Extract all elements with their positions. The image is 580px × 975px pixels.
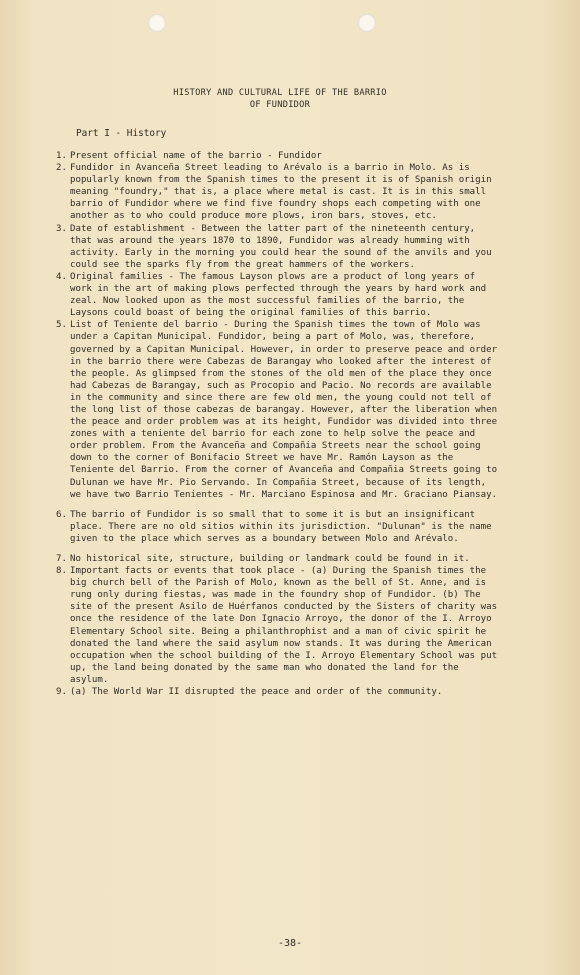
list-item [56,162,502,222]
document-body [56,150,502,698]
item-number: 6. [56,509,67,520]
item-number: 8. [56,566,67,577]
list-item [56,553,502,565]
item-text: Original families - The famous Layson plows are a product of long years of work in the art of making plows perfected through the years by hard work and zeal. Now looked upon as the most successful families of the barrio, the Laysons could boast of being the original families of this barrio. [70,271,487,319]
list-item [56,565,502,686]
item-number: 5. [56,320,67,331]
list-item [56,686,502,698]
list-item [56,223,502,271]
list-item [56,271,502,319]
item-text: Important facts or events that took place - (a) During the Spanish times the big church bell of the Parish of Molo, known as the bell of St. Anne, and is rung only during fiestas, was made in the foundry shop of Fundidor. (b) The site of the present Asilo de Huérfanos conducted by the Sisters of charity was once the residence of the late Don Ignacio Arroyo, the donor of the I. Arroyo Elementary School site. Being a philanthrophist and a man of civic spirit he donated the land where the said asylum now stands. It was during the American occupation when the school building of the I. Arroyo Elementary School was put up, the land being donated by the same man who donated the land for the asylum. [70,566,498,685]
punch-hole [148,14,166,32]
item-text: List of Teniente del barrio - During the Spanish times the town of Molo was under a Capitan Municipal. Fundidor, being a part of Molo, was, therefore, governed by a Capitan Municipal. However, in order to preserve peace and order in the barrio there were Cabezas de Barangay who looked after the interest of the people. As glimpsed from the stones of the old men of the place they once had Cabezas de Barangay, such as Procopio and Pacio. No records are available in the community and since there are few old men, the young could not tell of the long list of those cabezas de barangay. However, after the liberation when the peace and order problem was at its height, Fundidor was divided into three zones with a teniente del barrio for each zone to help solve the peace and order problem. From the Avanceña and Compañia Streets near the school going down to the corner of Bonifacio Street we have Mr. Ramón Layson as the Teniente del Barrio. From the corner of Avanceña and Compañia Streets going to Dulunan we have Mr. Pio Servando. In Compañia Street, because of its length, we have two Barrio Tenientes - Mr. Marciano Espinosa and Mr. Graciano Piansay. [70,320,498,500]
list-item [56,150,502,162]
item-number: 9. [56,687,67,698]
item-text: Fundidor in Avanceña Street leading to Arévalo is a barrio in Molo. As is popularly known from the Spanish times to the present it is of Spanish origin meaning "foundry," that is, a place where metal is cast. It is in this small barrio of Fundidor where we find five foundry shops each competing with one another as to who could produce more plows, iron bars, stoves, etc. [70,163,492,222]
part-heading: Part I - History [76,128,167,139]
document-title: HISTORY AND CULTURAL LIFE OF THE BARRIO [173,88,387,98]
punch-hole [358,14,376,32]
item-text: (a) The World War II disrupted the peace and order of the community. [70,687,443,698]
item-number: 3. [56,223,67,234]
item-text: No historical site, structure, building or landmark could be found in it. [70,554,470,564]
list-item [56,509,502,545]
page-number: -38- [277,938,303,949]
item-number: 1. [56,151,67,161]
item-text: Date of establishment - Between the latter part of the nineteenth century, that was around the years 1870 to 1890, Fundidor was already humming with activity. Early in the morning you could hear the sound of the anvils and you could see the sparks fly from the great hammers of the workers. [70,223,492,270]
document-subtitle: OF FUNDIDOR [249,100,311,110]
item-number: 4. [56,271,67,282]
item-number: 2. [56,163,67,174]
item-text: Present official name of the barrio - Fundidor [70,151,322,161]
item-number: 7. [56,554,67,564]
list-item [56,319,502,500]
item-text: The barrio of Fundidor is so small that to some it is but an insignificant place. There are no old sitios within its jurisdiction. "Dulunan" is the name given to the place which serves as a boundary between Molo and Arévalo. [70,509,492,544]
